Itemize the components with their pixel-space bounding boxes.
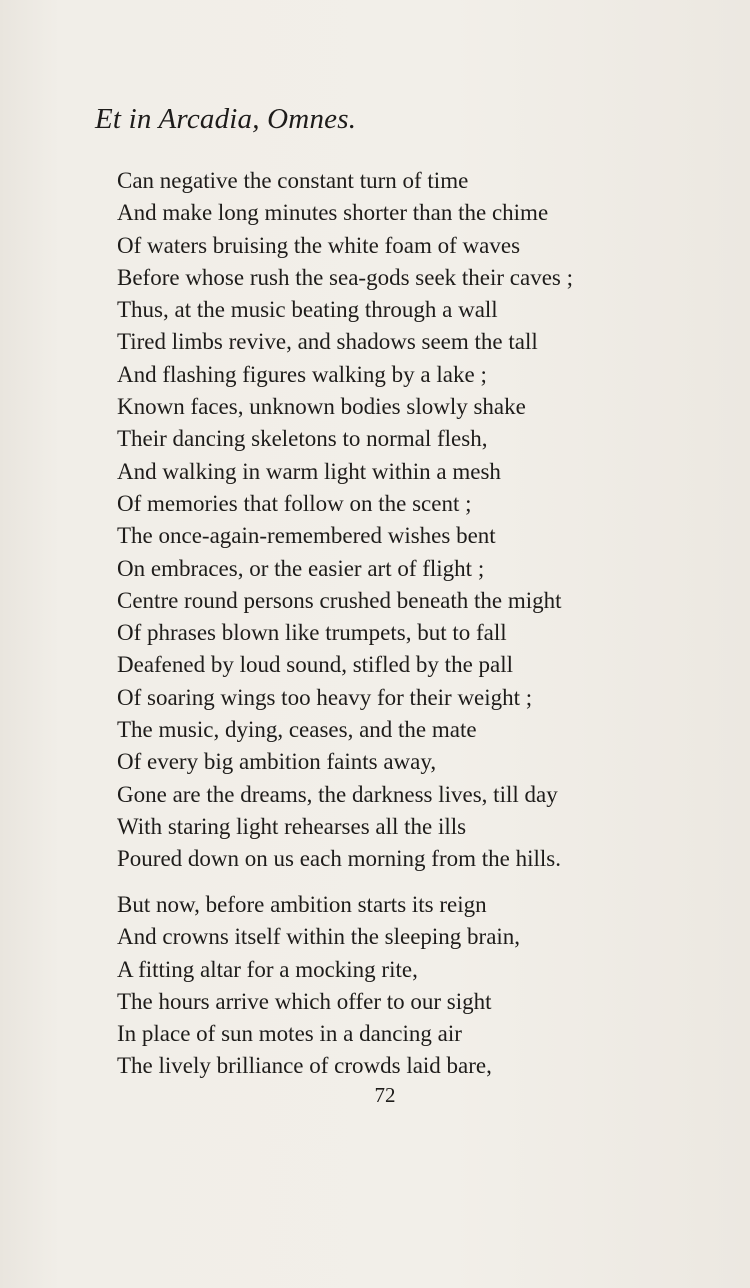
poem-line: Of waters bruising the white foam of waves bbox=[117, 232, 521, 258]
poem-line: Of phrases blown like trumpets, but to fall bbox=[117, 620, 507, 646]
poem-line: The once-again-remembered wishes bent bbox=[117, 523, 496, 549]
poem-line: Thus, at the music beating through a wall bbox=[117, 297, 498, 323]
page-number: 72 bbox=[374, 1083, 396, 1107]
poem-line: Known faces, unknown bodies slowly shake bbox=[117, 394, 526, 420]
poem-line: Deafened by loud sound, stifled by the pall bbox=[117, 652, 514, 678]
poem-line: With staring light rehearses all the ills bbox=[117, 813, 467, 839]
poem-line: Before whose rush the sea-gods seek their caves ; bbox=[117, 264, 574, 290]
running-title: Et in Arcadia, Omnes. bbox=[95, 103, 357, 135]
poem-line: On embraces, or the easier art of flight ; bbox=[117, 555, 485, 581]
poem-line: A fitting altar for a mocking rite, bbox=[117, 956, 418, 982]
poem-line: Centre round persons crushed beneath the might bbox=[117, 587, 562, 613]
poem-line: Of every big ambition faints away, bbox=[117, 749, 437, 775]
poem-line: Of memories that follow on the scent ; bbox=[117, 490, 472, 516]
poem-line: The hours arrive which offer to our sight bbox=[117, 988, 492, 1014]
poem-line: Gone are the dreams, the darkness lives, till day bbox=[117, 781, 558, 807]
poem-line: And make long minutes shorter than the chime bbox=[117, 200, 549, 226]
stanza-2 bbox=[117, 889, 520, 1083]
poem-line: Tired limbs revive, and shadows seem the tall bbox=[117, 329, 538, 355]
poem-line: The lively brilliance of crowds laid bare, bbox=[117, 1053, 492, 1079]
stanza-1 bbox=[117, 165, 573, 876]
poem-line: The music, dying, ceases, and the mate bbox=[117, 717, 477, 743]
poem-line: Can negative the constant turn of time bbox=[117, 168, 469, 193]
poem-line: And walking in warm light within a mesh bbox=[117, 458, 501, 484]
poem-line: Their dancing skeletons to normal flesh, bbox=[117, 426, 488, 452]
poem-line: And crowns itself within the sleeping brain, bbox=[117, 924, 521, 950]
poem-line: Poured down on us each morning from the hills. bbox=[117, 846, 561, 872]
poem-line: But now, before ambition starts its reign bbox=[117, 892, 487, 917]
poem-line: And flashing figures walking by a lake ; bbox=[117, 361, 487, 387]
poem-line: Of soaring wings too heavy for their weight ; bbox=[117, 684, 533, 710]
poem-line: In place of sun motes in a dancing air bbox=[117, 1021, 462, 1047]
